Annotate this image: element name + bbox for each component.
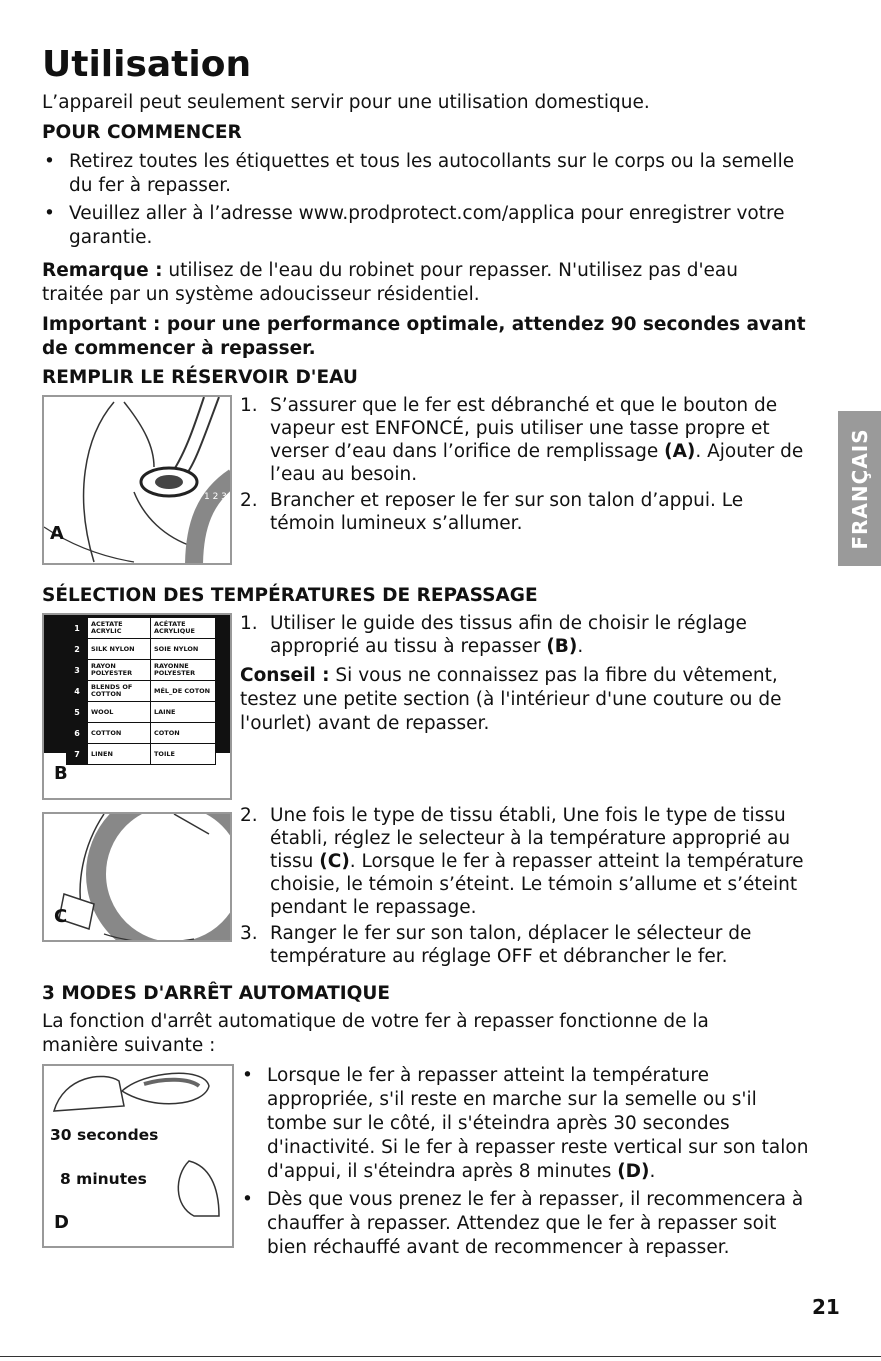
page-number: 21 bbox=[812, 1295, 840, 1319]
temp-step-1 bbox=[240, 612, 810, 661]
iron-positions-illustration bbox=[44, 1066, 234, 1248]
fabric-cell-fr: TOILE bbox=[151, 744, 216, 765]
auto-off-intro: La fonction d'arrêt automatique de votre fer à repasser fonctionne de la manière suivante : bbox=[42, 1011, 709, 1056]
dial-digits: 1 2 3 bbox=[204, 492, 227, 502]
fabric-guide-table bbox=[66, 617, 216, 765]
fabric-cell-fr: COTON bbox=[151, 723, 216, 744]
fabric-cell-en: BLENDS OF COTTON bbox=[88, 681, 151, 702]
figure-d-30s: 30 secondes bbox=[50, 1126, 159, 1144]
dial-numbers: 1 2 bbox=[154, 909, 169, 919]
figure-a bbox=[42, 395, 232, 565]
intro-text: L’appareil peut seulement servir pour une utilisation domestique. bbox=[42, 92, 650, 113]
language-side-tab: FRANÇAIS bbox=[838, 411, 881, 566]
fabric-cell-fr: MÉL_DE COTON bbox=[151, 681, 216, 702]
list-item: 2. Une fois le type de tissu établi, Une fois le type de tissu établi, réglez le selecteur à la température approprié au tissu (C). Lorsque le fer à repasser atteint la température choisie, le témoin s’éteint. Le témoin s’allume et s’éteint pendant le repassage. bbox=[240, 805, 804, 918]
auto-off-bullets bbox=[240, 1064, 820, 1264]
fabric-row bbox=[67, 723, 216, 744]
fabric-cell-num: 5 bbox=[67, 702, 88, 723]
list-item: • Lorsque le fer à repasser atteint la température appropriée, s'il reste en marche sur la semelle ou s'il tombe sur le côté, il s'éteindra après 30 secondes d'inactivité. Si le fer à repasser reste vertical sur son talon d'appui, il s'éteindra après 8 minutes (D). bbox=[240, 1064, 820, 1184]
list-item: • Dès que vous prenez le fer à repasser, il recommencera à chauffer à repasser. Attendez que le fer à repasser soit bien réchauffé avant de recommencer à repasser. bbox=[240, 1188, 820, 1260]
fabric-cell-en: WOOL bbox=[88, 702, 151, 723]
fabric-row bbox=[67, 618, 216, 639]
fabric-cell-fr: ACÉTATE ACRYLIQUE bbox=[151, 618, 216, 639]
figure-b-label: B bbox=[54, 763, 68, 784]
figure-c-label: C bbox=[54, 906, 68, 927]
figure-d bbox=[42, 1064, 234, 1248]
fabric-row bbox=[67, 681, 216, 702]
fabric-cell-fr: LAINE bbox=[151, 702, 216, 723]
figure-d-8min: 8 minutes bbox=[60, 1170, 147, 1188]
fabric-cell-num: 6 bbox=[67, 723, 88, 744]
fabric-row bbox=[67, 702, 216, 723]
tip-paragraph: Conseil : Si vous ne connaissez pas la fibre du vêtement, testez une petite section (à l'intérieur d'une couture ou de l'ourlet) avant de repasser. bbox=[240, 665, 782, 734]
fabric-cell-en: LINEN bbox=[88, 744, 151, 765]
fabric-cell-fr: RAYONNE POLYESTER bbox=[151, 660, 216, 681]
fabric-row bbox=[67, 639, 216, 660]
temp-heading: SÉLECTION DES TEMPÉRATURES DE REPASSAGE bbox=[42, 585, 538, 606]
important-note: Important : pour une performance optimale, attendez 90 secondes avant de commencer à repasser. bbox=[42, 314, 806, 359]
page-title: Utilisation bbox=[42, 44, 252, 85]
temp-steps-2-3 bbox=[240, 804, 815, 971]
fill-steps bbox=[240, 394, 810, 538]
fabric-row bbox=[67, 744, 216, 765]
iron-fill-illustration bbox=[44, 397, 232, 565]
figure-b bbox=[42, 613, 232, 800]
start-heading: POUR COMMENCER bbox=[42, 122, 242, 143]
figure-a-label: A bbox=[50, 523, 64, 544]
fabric-row bbox=[67, 660, 216, 681]
fabric-cell-num: 2 bbox=[67, 639, 88, 660]
list-item: 2. Brancher et reposer le fer sur son talon d’appui. Le témoin lumineux s’allumer. bbox=[240, 490, 744, 534]
bottom-rule bbox=[0, 1356, 881, 1357]
note-paragraph bbox=[42, 259, 802, 307]
fabric-cell-en: RAYON POLYESTER bbox=[88, 660, 151, 681]
list-item: • Veuillez aller à l’adresse www.prodprotect.com/applica pour enregistrer votre garantie. bbox=[42, 202, 802, 250]
auto-off-heading: 3 MODES D'ARRÊT AUTOMATIQUE bbox=[42, 983, 391, 1004]
list-item: • Retirez toutes les étiquettes et tous les autocollants sur le corps ou la semelle du fer à repasser. bbox=[42, 150, 802, 198]
fabric-cell-num: 4 bbox=[67, 681, 88, 702]
fabric-cell-en: SILK NYLON bbox=[88, 639, 151, 660]
fabric-cell-num: 7 bbox=[67, 744, 88, 765]
fill-heading: REMPLIR LE RÉSERVOIR D'EAU bbox=[42, 367, 358, 388]
note-text: utilisez de l'eau du robinet pour repasser. N'utilisez pas d'eau traitée par un système adoucisseur résidentiel. bbox=[42, 260, 738, 305]
fabric-cell-fr: SOIE NYLON bbox=[151, 639, 216, 660]
list-item: 1. S’assurer que le fer est débranché et que le bouton de vapeur est ENFONCÉ, puis utiliser une tasse propre et verser d’eau dans l’orifice de remplissage (A). Ajouter de l’eau au besoin. bbox=[240, 395, 804, 485]
fabric-cell-num: 3 bbox=[67, 660, 88, 681]
fabric-cell-en: COTTON bbox=[88, 723, 151, 744]
dial-off-text: OFF bbox=[202, 863, 222, 886]
fabric-cell-en: ACETATE ACRYLIC bbox=[88, 618, 151, 639]
figure-d-label: D bbox=[54, 1212, 69, 1233]
start-bullets bbox=[42, 150, 802, 254]
figure-c bbox=[42, 812, 232, 942]
note-label: Remarque : bbox=[42, 260, 163, 281]
list-item: 1. Utiliser le guide des tissus afin de choisir le réglage approprié au tissu à repasser (B). bbox=[240, 613, 747, 657]
list-item: 3. Ranger le fer sur son talon, déplacer le sélecteur de température au réglage OFF et débrancher le fer. bbox=[240, 923, 752, 967]
fabric-cell-num: 1 bbox=[67, 618, 88, 639]
